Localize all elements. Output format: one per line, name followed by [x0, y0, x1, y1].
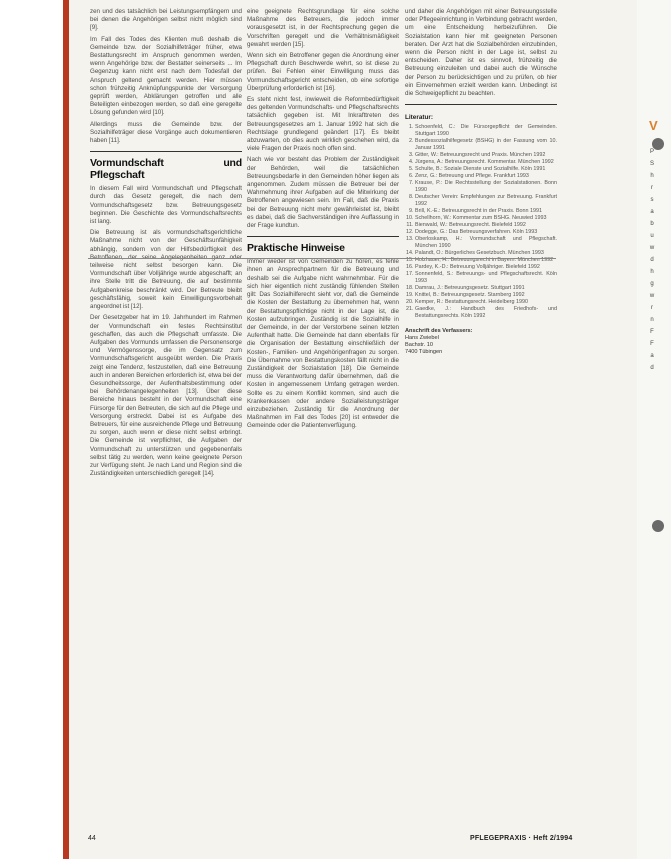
edge-letter: h	[650, 269, 654, 275]
paragraph: Immer wieder ist von Gemeinden zu hören, es fehle ihnen an Ansprechpartnern für die Betreuung und deshalb sei die Aufgabe nicht wahrnehmbar. Für die sich hier eigentlich nicht zuständig fühlenden Stellen gilt: Das Sozialhilferecht sieht vor, daß die Gemeinde die Kosten der Bestattung zu übernehmen hat, wenn der Bestattungspflichtige nicht in der Lage ist, die Kosten aufzubringen. Zuständig ist die Sozialhilfe in der Gemeinde, in der der Verstorbene seinen letzten Aufenthalt hatte. Die Gemeinde hat dann ebenfalls für die Organisation der Bestattung einschließlich der Kosten-, Familien- und Angehörigenfragen zu sorgen. Die Übernahme von Bestattungskosten fällt nicht in die Zuständigkeit der Sozialstation [18]. Die Gemeinde muss die Verantwortung dafür übernehmen, daß die Kosten in angemessenem Umfang getragen werden. Sollte es zu einem Konflikt kommen, sind auch die Krankenkassen oder andere Sozialleistungsträger einzubeziehen. Zuständig für die Anordnung der Maßnahmen im Fall des Todes [20] ist entweder die Gemeinde oder die Patientenverfügung.	[247, 258, 399, 430]
edge-letter: d	[650, 365, 654, 371]
literature-item: 15. Holzhauer, H.: Betreuungsrecht in Bayern. München 1992	[415, 257, 557, 264]
literature-item: 12. Dodegge, G.: Das Betreuungsverfahren. Köln 1993	[415, 229, 557, 236]
edge-mark: V	[649, 118, 658, 133]
edge-letter: r	[651, 305, 653, 311]
literature-list	[405, 124, 557, 320]
edge-letter: w	[649, 245, 655, 251]
edge-letter: S	[649, 161, 654, 167]
paragraph: Nach wie vor besteht das Problem der Zuständigkeit der Behörden, weil die tatsächlichen Betreuungsbedarfe in den Gemeinden höher liegen als angenommen. Zudem müssen die Betreuer bei der Wahrnehmung ihrer Aufgaben auf die Mitwirkung der Betroffenen angewiesen sein. Im Fall, daß die Praxis bei der Betreuung nicht mehr gewährleistet ist, bleibt es dabei, daß die Sachverständigen ihre Auffassung in der Frage kundtun.	[247, 156, 399, 230]
paragraph: und daher die Angehörigen mit einer Betreuungsstelle oder Pflegeeinrichtung in Verbindung gebracht werden, um eine Entscheidung herbeizuführen. Die Sozialstation kann hier mit geeigneten Personen beraten. Der Arzt hat die Sozialbehörden einzubinden, wenn die Person nicht in der Lage ist, selbst zu entscheiden. Daher ist es sinnvoll, frühzeitig die Betreuung einzuleiten und dabei auch die Wünsche der Person zu berücksichtigen und zu prüfen, ob hier ein Einvernehmen erzielt werden kann. Unbedingt ist die Schweigepflicht zu beachten.	[405, 8, 557, 98]
literature-item: 1. Schoenfeld, C.: Die Fürsorgepflicht der Gemeinden. Stuttgart 1990	[415, 124, 557, 138]
paragraph: In diesem Fall wird Vormundschaft und Pflegschaft durch das Gesetz geregelt, die nach dem Vormundschaftsgesetz bzw. Betreuungsgesetz beginnen. Die Geschichte des Vormundschaftsrechts ist lang.	[90, 185, 242, 226]
author-line: Hans Zwiebel	[405, 335, 439, 342]
paragraph: Es steht nicht fest, inwieweit die Reformbedürftigkeit des geltenden Vormundschafts- und Pflegschaftsrechts tatsächlich gegeben ist. Mit Inkrafttreten des Betreuungsgesetzes am 1. Januar 1992 hat sich die Rechtslage grundlegend geändert [17]. Es bleibt abzuwarten, ob dies auch wirklich geschehen wird, da viele Fragen der Praxis noch offen sind.	[247, 96, 399, 153]
edge-letter: h	[650, 173, 654, 179]
literature-item: 2. Bundessozialhilfegesetz (BSHG) in der Fassung vom 10. Januar 1991	[415, 138, 557, 152]
edge-letter: d	[650, 257, 654, 263]
literature-section	[405, 104, 557, 320]
literature-item: 8. Deutscher Verein: Empfehlungen zur Betreuung. Frankfurt 1992	[415, 194, 557, 208]
literature-item: 10. Schellhorn, W.: Kommentar zum BSHG. Neuwied 1993	[415, 215, 557, 222]
edge-letter: a	[650, 209, 654, 215]
literature-item: 4. Jürgens, A.: Betreuungsrecht. Kommentar. München 1992	[415, 159, 557, 166]
literature-item: 7. Krause, P.: Die Rechtsstellung der Sozialstationen. Bonn 1990	[415, 180, 557, 194]
edge-letter: n	[650, 317, 654, 323]
edge-letter: F	[650, 341, 654, 347]
literature-item: 3. Gitter, W.: Betreuungsrecht und Praxis. München 1992	[415, 152, 557, 159]
author-line: Bachstr. 10	[405, 342, 433, 349]
literature-item: 17. Sonnenfeld, S.: Betreuungs- und Pflegschaftsrecht. Köln 1993	[415, 271, 557, 285]
literature-item: 18. Damrau, J.: Betreuungsgesetz. Stuttgart 1991	[415, 285, 557, 292]
literature-item: 21. Gaedke, J.: Handbuch des Friedhofs- und Bestattungsrechts. Köln 1992	[415, 306, 557, 320]
literature-item: 14. Palandt, O.: Bürgerliches Gesetzbuch. München 1993	[415, 250, 557, 257]
edge-letter: u	[650, 233, 654, 239]
journal-footer: PFLEGEPRAXIS · Heft 2/1994	[470, 835, 573, 842]
literature-item: 9. Brill, K.-E.: Betreuungsrecht in der Praxis. Bonn 1991	[415, 208, 557, 215]
column-right	[405, 8, 557, 833]
edge-text	[647, 146, 657, 374]
edge-letter: b	[650, 221, 654, 227]
edge-letter: P	[649, 149, 654, 155]
book-gutter	[0, 0, 64, 859]
edge-letter: a	[650, 353, 654, 359]
literature-item: 11. Bienwald, W.: Betreuungsrecht. Bielefeld 1992	[415, 222, 557, 229]
edge-letter: g	[650, 281, 654, 287]
binder-hole	[652, 138, 664, 150]
section-heading: Praktische Hinweise	[247, 242, 345, 255]
literature-item: 6. Zenz, G.: Betreuung und Pflege. Frankfurt 1993	[415, 173, 557, 180]
paragraph: Der Gesetzgeber hat im 19. Jahrhundert im Rahmen der Vormundschaft ein festes Rechtsinstitut geschaffen, das auch die Pflegschaft umfasste. Die Aufgaben des Vormunds umfassen die Personensorge und Vermögenssorge, die im Gegensatz zum Vormundschaftsgericht ausgeübt werden. Die Praxis zeigt eine Tendenz, festzustellen, daß eine Betreuung auch in anderen Bereichen erforderlich ist, etwa bei der Gesundheitssorge, der Aufenthaltsbestimmung oder bei Behördenangelegenheiten [13]. Über diese Bereiche hinaus besteht in der Vormundschaft eine Fürsorge für den Betreuten, die sich auf die Pflege und Versorgung erstreckt. Dabei ist es Aufgabe des Betreuers, für eine ausreichende Pflege und Betreuung zu sorgen, auch wenn er diese nicht selbst erbringt. Die Gemeinde ist verpflichtet, die Aufgaben der Vormundschaft zu unterstützen und gegebenenfalls selbst tätig zu werden, wenn keine geeignete Person zur Verfügung steht. Je nach Land und Region sind die Zuständigkeiten unterschiedlich geregelt [14].	[90, 314, 242, 478]
section-divider	[88, 258, 556, 259]
section-heading: Vormundschaft und Pflegschaft	[90, 157, 242, 182]
paragraph: eine geeignete Rechtsgrundlage für eine solche Maßnahme des Betreuers, die jedoch immer vorausgesetzt ist, in der Rechtsprechung gegen die Vorschriften geregelt und die Verhältnismäßigkeit gewahrt werden [15].	[247, 8, 399, 48]
literature-item: 19. Knittel, B.: Betreuungsgesetz. Starnberg 1992	[415, 292, 557, 299]
binder-hole	[652, 520, 664, 532]
edge-letter: s	[650, 197, 654, 203]
section-vormundschaft	[90, 151, 242, 478]
author-label: Anschrift des Verfassers:	[405, 328, 473, 335]
paragraph: Wenn sich ein Betroffener gegen die Anordnung einer Pflegschaft durch Beschwerde wehrt, so ist diese zu prüfen. Bei Fehlen einer Einwilligung muss das Vormundschaftsgericht entscheiden, ob eine sofortige Überprüfung erforderlich ist [16].	[247, 52, 399, 92]
page-number: 44	[88, 835, 96, 842]
paragraph: zen und des tatsächlich bei Leistungsempfängern und bei denen die Angehörigen selbst nicht möglich sind [9].	[90, 8, 242, 32]
paragraph: Im Fall des Todes des Klienten muß deshalb die Gemeinde bzw. der Sozialhilfeträger früher, etwa Bestattungsrecht im Anspruch genommen werden, wenn Angehörige bzw. der Bestatter seinerseits ... Im Gegenzug kann nicht erst nach dem Todesfall der Anspruch geltend gemacht werden. Hier müssen schon frühzeitig Anknüpfungspunkte der Versorgung geprüft werden, Abklärungen getroffen und alle Beteiligten einbezogen werden, so daß eine geregelte Lösung gefunden wird [10].	[90, 35, 242, 117]
literature-item: 5. Schulte, B.: Soziale Dienste und Sozialhilfe. Köln 1991	[415, 166, 557, 173]
edge-letter: F	[650, 329, 654, 335]
paragraph: Die Betreuung ist als vormundschaftsgerichtliche Maßnahme nicht von der Geschäftsunfähigkeit abhängig, sondern von der Hilfsbedürftigkeit des Betroffenen, der seine Angelegenheiten ganz oder teilweise nicht selbst besorgen kann. Die Vormundschaft über Volljährige wurde abgeschafft; an ihre Stelle tritt die Betreuung, die auf bestimmte Aufgabenkreise beschränkt wird. Der Betreute bleibt geschäftsfähig, soweit kein Einwilligungsvorbehalt angeordnet ist [12].	[90, 229, 242, 311]
literature-item: 13. Oberloskamp, H.: Vormundschaft und Pflegschaft. München 1990	[415, 236, 557, 250]
author-line: 7400 Tübingen	[405, 349, 443, 356]
literature-item: 16. Pardey, K.-D.: Betreuung Volljähriger. Bielefeld 1992	[415, 264, 557, 271]
edge-letter: w	[649, 293, 655, 299]
edge-letter: r	[651, 185, 653, 191]
column-left	[90, 8, 242, 833]
column-middle	[247, 8, 399, 833]
literature-item: 20. Kemper, R.: Bestattungsrecht. Heidelberg 1990	[415, 299, 557, 306]
literature-heading: Literatur:	[405, 114, 434, 122]
author-address	[405, 328, 557, 356]
paragraph: Allerdings muss die Gemeinde bzw. der Sozialhilfeträger diese Vorgänge auch dokumentieren haben [11].	[90, 120, 242, 145]
section-praktische-hinweise	[247, 236, 399, 430]
